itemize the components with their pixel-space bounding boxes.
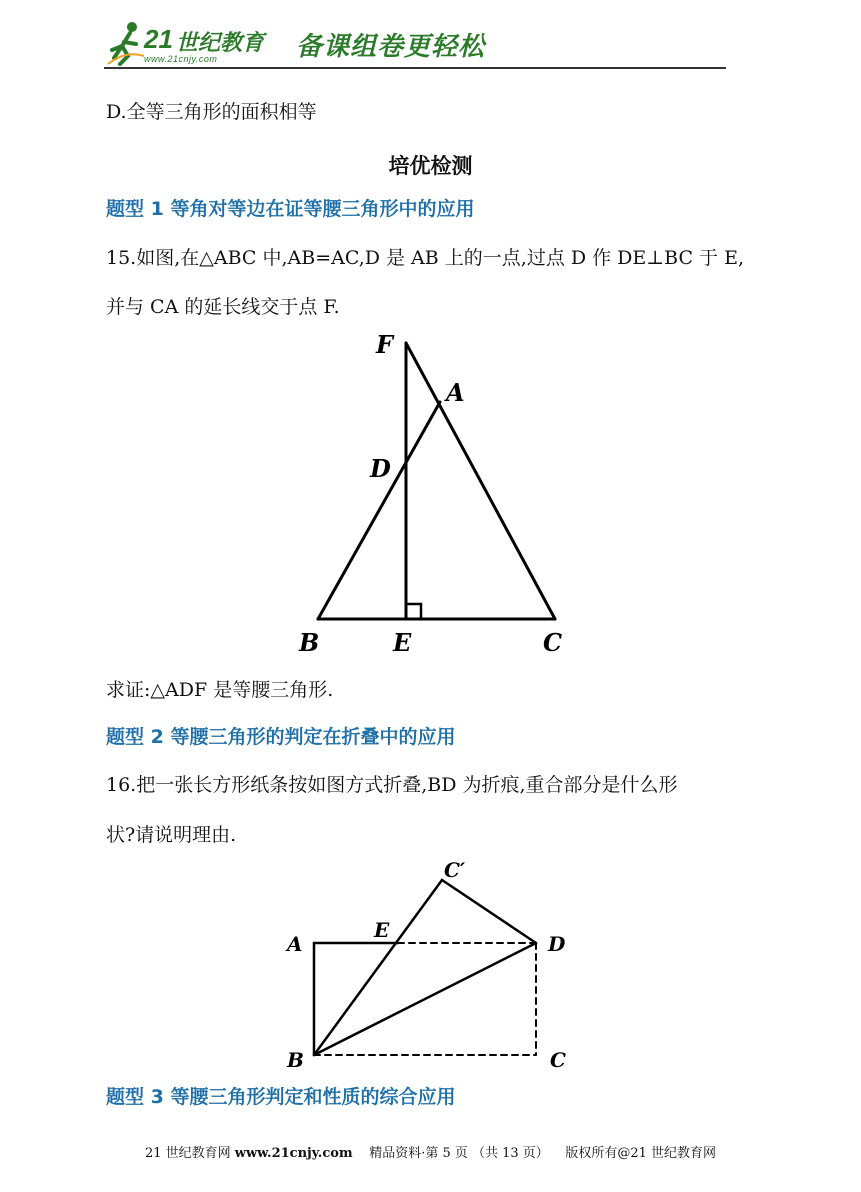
q16-line2: 状?请说明理由. <box>106 824 237 846</box>
header-divider <box>104 67 726 69</box>
segment-bd <box>314 943 536 1055</box>
q15-prove: 求证:△ADF 是等腰三角形. <box>106 679 334 701</box>
label-c: C <box>543 628 563 657</box>
page-footer <box>0 1142 861 1161</box>
segment-fc <box>406 343 555 619</box>
q15-line1: 15.如图,在△ABC 中,AB=AC,D 是 AB 上的一点,过点 D 作 DE⊥BC 于 E, <box>106 247 744 269</box>
header-slogan: 备课组卷更轻松 <box>296 32 486 62</box>
footer-copyright: 版权所有@21 世纪教育网 <box>565 1146 717 1161</box>
logo-text: 世纪教育 <box>176 31 265 56</box>
logo-number: 21 <box>144 24 173 54</box>
figure-triangle-abc <box>290 325 580 660</box>
label-e: E <box>393 628 412 657</box>
label-a: A <box>287 932 303 956</box>
label-c-prime: C′ <box>444 858 466 882</box>
type3-heading: 题型 3 等腰三角形判定和性质的综合应用 <box>106 1086 456 1108</box>
footer-site-link[interactable]: www.21cnjy.com <box>234 1146 353 1161</box>
section-title: 培优检测 <box>388 154 473 178</box>
right-angle-mark <box>406 604 421 619</box>
segment-c-prime-d <box>442 880 536 943</box>
q16-line1: 16.把一张长方形纸条按如图方式折叠,BD 为折痕,重合部分是什么形 <box>106 774 678 796</box>
label-f: F <box>376 330 394 359</box>
label-b: B <box>287 1048 304 1072</box>
type1-heading: 题型 1 等角对等边在证等腰三角形中的应用 <box>106 198 475 220</box>
option-d: D.全等三角形的面积相等 <box>106 101 317 123</box>
footer-page-info: 精品资料·第 5 页 （共 13 页） <box>369 1146 549 1161</box>
segment-ba <box>318 402 440 619</box>
q15-line2: 并与 CA 的延长线交于点 F. <box>106 296 340 318</box>
footer-left: 21 世纪教育网 <box>144 1146 231 1161</box>
runner-logo-icon <box>106 20 146 66</box>
label-d: D <box>370 454 391 483</box>
label-c: C <box>550 1048 566 1072</box>
logo-url: www.21cnjy.com <box>144 54 218 64</box>
figure-folded-rectangle <box>280 855 580 1075</box>
label-a: A <box>446 378 465 407</box>
segment-bc-prime <box>314 880 442 1055</box>
label-d: D <box>548 932 566 956</box>
label-e: E <box>374 918 390 942</box>
type2-heading: 题型 2 等腰三角形的判定在折叠中的应用 <box>106 726 456 748</box>
label-b: B <box>299 628 320 657</box>
page-header <box>104 18 726 70</box>
